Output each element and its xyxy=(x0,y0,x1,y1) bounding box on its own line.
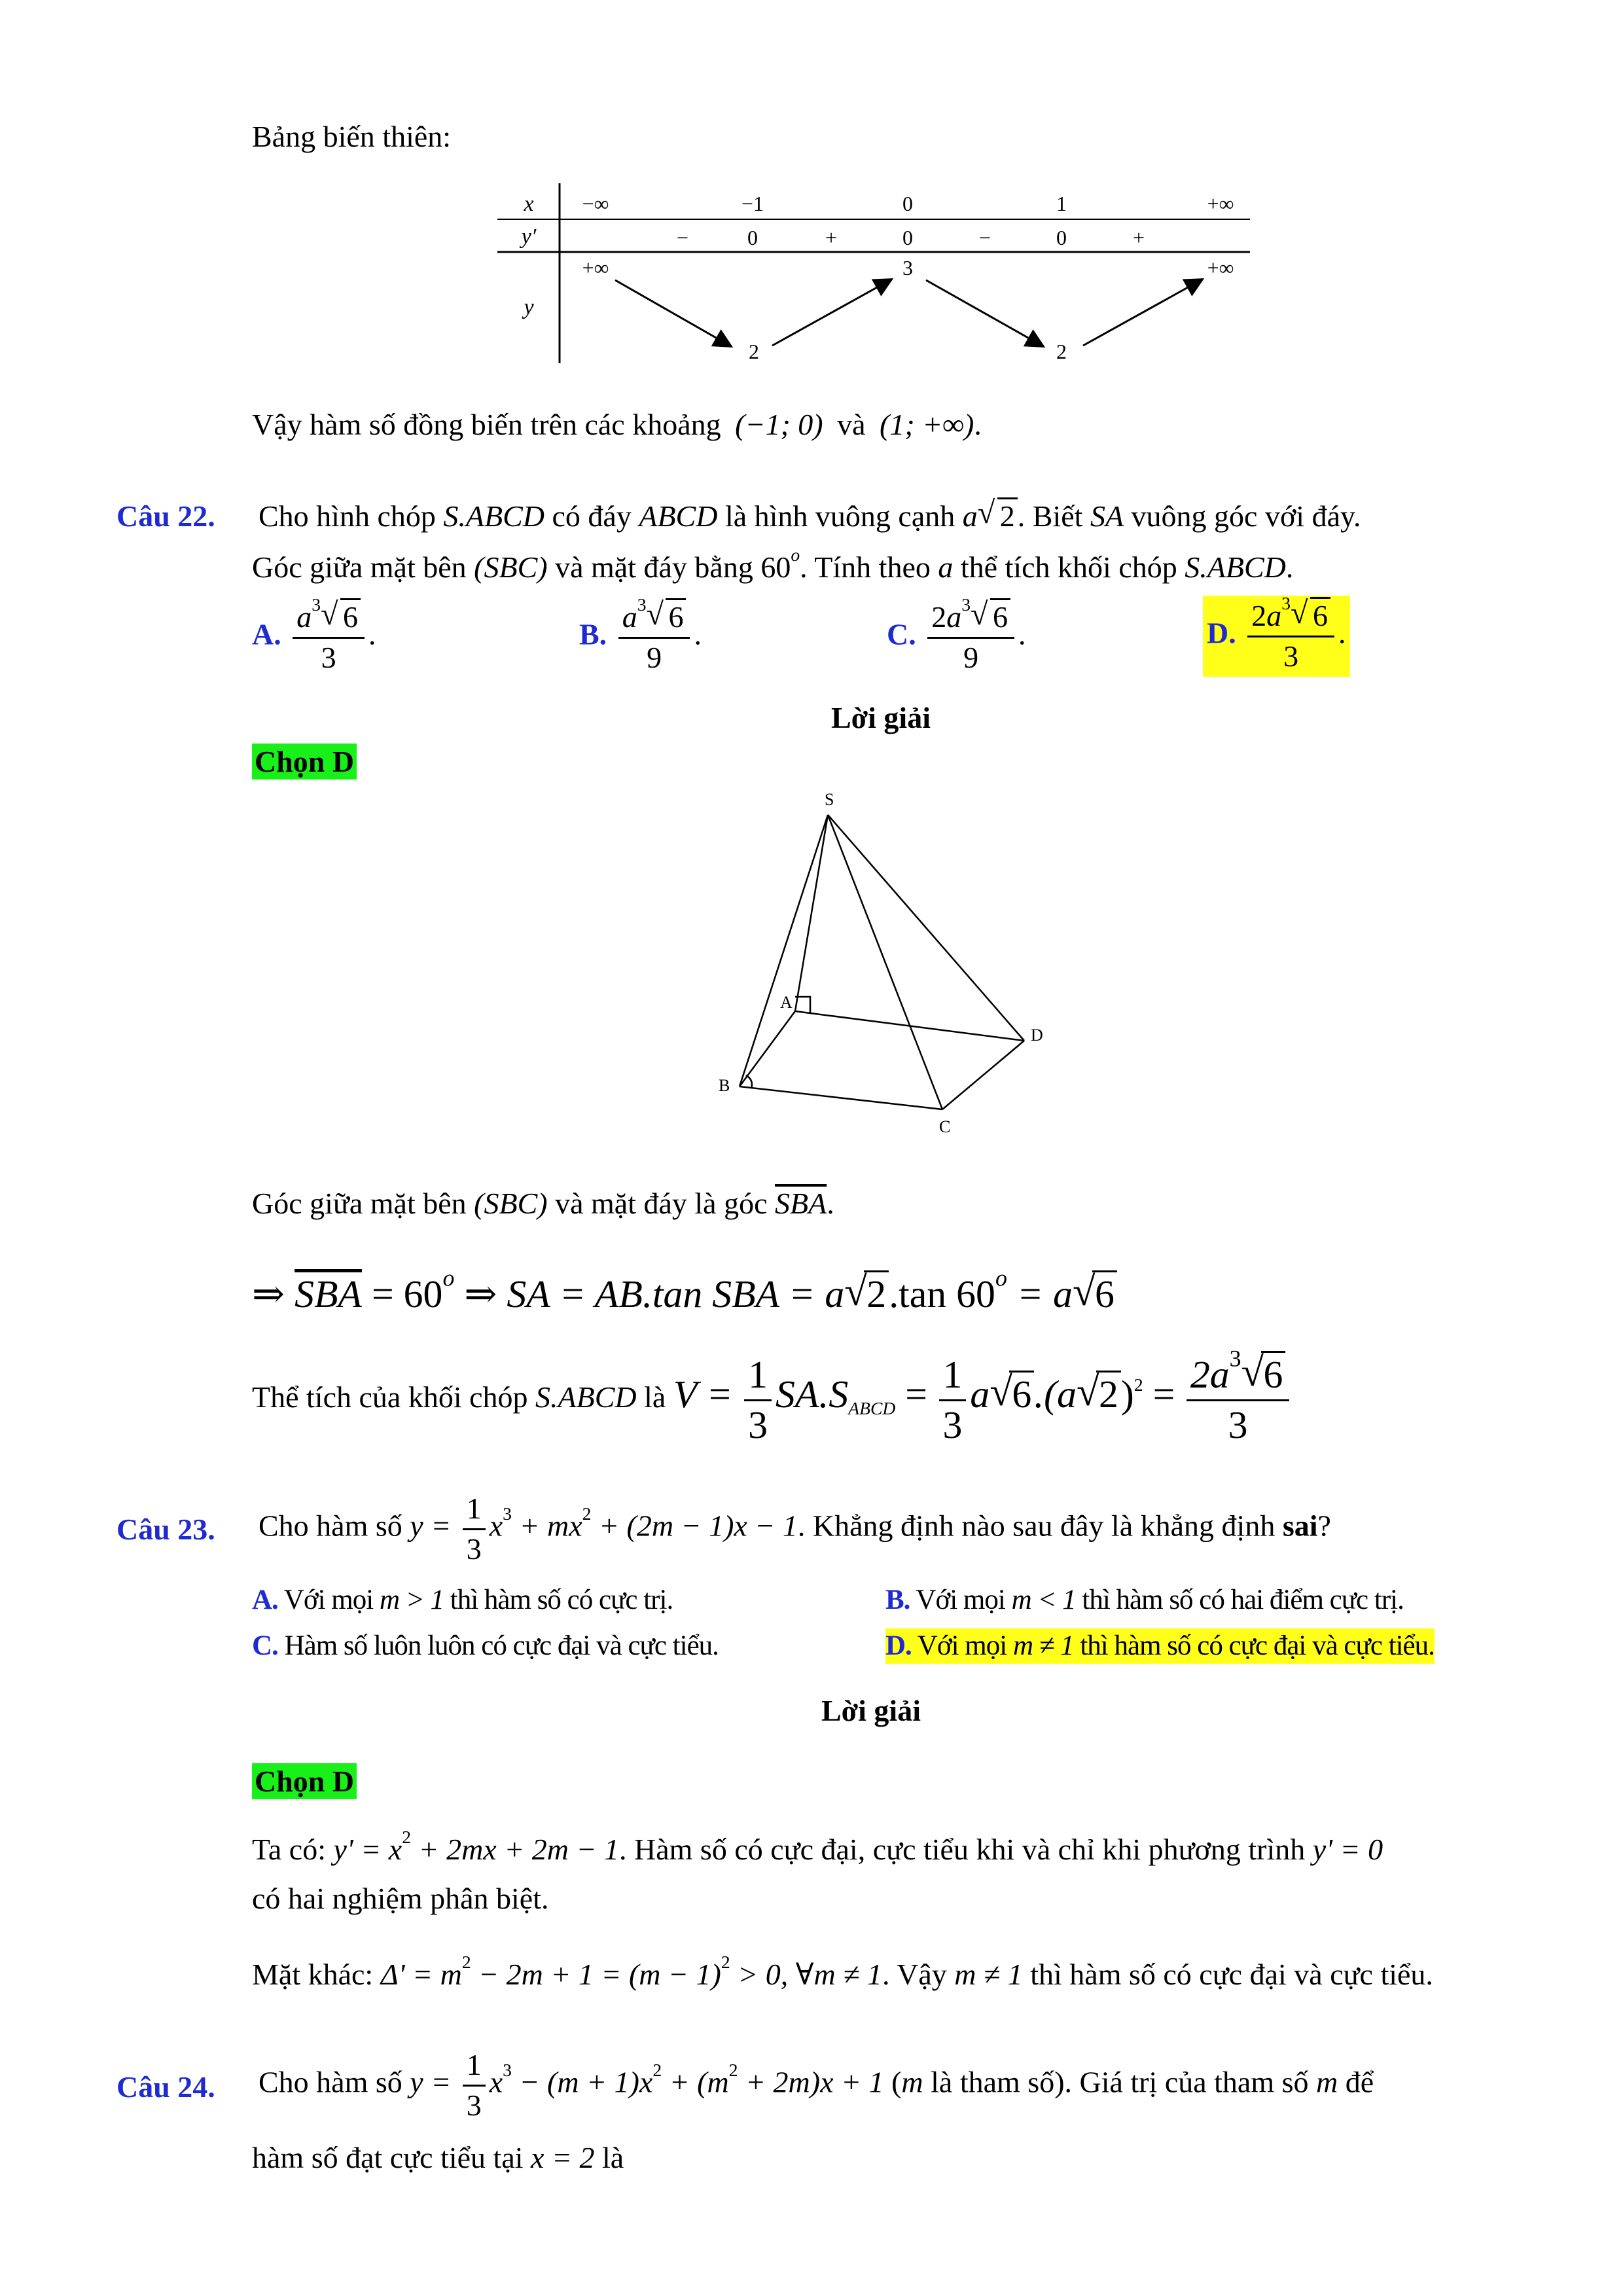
arrow-up-2 xyxy=(1083,280,1201,346)
q22-solution-title: Lời giải xyxy=(831,701,931,734)
y-value-2: 3 xyxy=(902,256,913,279)
edge-SC xyxy=(828,815,942,1109)
label-C: C xyxy=(939,1117,951,1136)
yp-value-1: 0 xyxy=(747,226,758,249)
variation-table xyxy=(497,183,1257,367)
edge-AD xyxy=(795,1011,1024,1041)
q23-sol-line2: có hai nghiệm phân biệt. xyxy=(252,1882,549,1915)
q23-sol-line1: Ta có: $y' = x^2 + 2mx + 2m - 1$. Hàm số có cực đại, cực tiểu khi và chỉ khi phương trình y' = 0 xyxy=(252,1827,1383,1866)
pyramid-figure xyxy=(707,782,1060,1149)
x-value-1: −1 xyxy=(741,192,764,215)
q24-question-line1: Cho hàm số y = $\frac{1}{3}$ $x^3 - (m + 1)x^2 + (m^2 + 2m)x + 1$ (m là tham số). Giá trị của tham số m để xyxy=(259,2048,1374,2122)
q22-label: Câu 22. xyxy=(116,499,215,533)
label-A: A xyxy=(780,993,793,1012)
conclusion-line: Vậy hàm số đồng biến trên các khoảng (−1; 0) và (1; +∞). xyxy=(252,408,982,441)
q23-answer: Chọn D xyxy=(252,1763,357,1801)
edge-SA xyxy=(795,815,828,1011)
y-value-1: 2 xyxy=(749,340,759,363)
y-value-3: 2 xyxy=(1056,340,1067,363)
q23-option-b[interactable]: B. Với mọi m < 1 thì hàm số có hai điểm cực trị. xyxy=(885,1585,1404,1615)
arrow-down-1 xyxy=(615,280,730,346)
row-yprime-label: y′ xyxy=(521,224,537,249)
q22-option-a[interactable]: A. $\frac{a^3 √ 6}{3}$ . xyxy=(252,601,376,674)
q23-question: Cho hàm số y = $\frac{1}{3}$ $x^3 + mx^2 + (2m - 1)x - 1$. Khẳng định nào sau đây là khẳng định sai? xyxy=(259,1492,1331,1566)
label-D: D xyxy=(1031,1026,1043,1045)
label-S: S xyxy=(825,790,834,809)
edge-SB xyxy=(740,815,828,1086)
sol22-line2: ⇒ $\overline{SBA} = 60^o$ ⇒ SA = AB.tan SBA = a √ 2.tan $60^o = a$ √ 6 xyxy=(252,1270,1117,1319)
q22-option-d[interactable]: D. $\frac{2a^3 √ 6}{3}$ . xyxy=(1203,596,1350,677)
q23-sol-line3: Mặt khác: $\Delta' = m^2 - 2m + 1 = (m - 1)^2 > 0$, ∀m ≠ 1. Vậy m ≠ 1 thì hàm số có cực đại và cực tiểu. xyxy=(252,1952,1433,1991)
edge-BC xyxy=(740,1086,942,1109)
arrow-up-1 xyxy=(772,280,890,346)
yp-value-3: 0 xyxy=(902,226,913,249)
q22-answer: Chọn D xyxy=(252,743,357,781)
q23-option-d[interactable]: D. Với mọi m ≠ 1 thì hàm số có cực đại và cực tiểu. xyxy=(885,1628,1435,1664)
x-value-3: 1 xyxy=(1056,192,1067,215)
q22-option-c[interactable]: C. $\frac{2a^3 √ 6}{9}$ . xyxy=(887,601,1026,674)
q22-line1: Cho hình chóp S.ABCD có đáy ABCD là hình vuông cạnh a √ 2. Biết SA vuông góc với đáy. xyxy=(259,497,1361,535)
q23-option-c[interactable]: C. Hàm số luôn luôn có cực đại và cực tiểu. xyxy=(252,1630,719,1661)
y-value-4: +∞ xyxy=(1207,256,1234,279)
q23-label: Câu 23. xyxy=(116,1513,215,1546)
q22-line2: Góc giữa mặt bên (SBC) và mặt đáy bằng 60$^o$. Tính theo a thể tích khối chóp S.ABCD. xyxy=(252,545,1294,584)
row-y-label: y xyxy=(524,295,534,319)
sol22-line3: Thể tích của khối chóp S.ABCD là V = $\frac{1}{3}$ $SA.S_{ABCD}$ = $\frac{1}{3}$ a √ 6.(a √ 2)$^2$ = $\frac{2a^3 √ 6}{3}$ xyxy=(252,1354,1293,1447)
sol22-line1: Góc giữa mặt bên (SBC) và mặt đáy là góc $\overline{SBA}$. xyxy=(252,1187,834,1220)
x-value-2: 0 xyxy=(902,192,913,215)
yp-value-4: − xyxy=(978,226,991,249)
bbt-heading: Bảng biến thiên: xyxy=(252,120,452,153)
q22-option-b[interactable]: B. $\frac{a^3 √ 6}{9}$ . xyxy=(579,601,702,674)
edge-SD xyxy=(828,815,1024,1041)
arrow-down-2 xyxy=(926,280,1042,346)
y-value-0: +∞ xyxy=(582,256,609,279)
q24-question-line2: hàm số đạt cực tiểu tại x = 2 là xyxy=(252,2141,624,2174)
edge-AB xyxy=(740,1011,795,1086)
label-B: B xyxy=(719,1076,730,1095)
x-value-4: +∞ xyxy=(1207,192,1234,215)
yp-value-0: − xyxy=(676,226,689,249)
q24-label: Câu 24. xyxy=(116,2070,215,2104)
yp-value-2: + xyxy=(825,226,838,249)
yp-value-6: + xyxy=(1132,226,1145,249)
q23-solution-title: Lời giải xyxy=(821,1694,921,1727)
yp-value-5: 0 xyxy=(1056,226,1067,249)
edge-CD xyxy=(942,1041,1024,1109)
row-x-label: x xyxy=(524,192,534,216)
q23-option-a[interactable]: A. Với mọi m > 1 thì hàm số có cực trị. xyxy=(252,1585,673,1615)
x-value-0: −∞ xyxy=(582,192,609,215)
